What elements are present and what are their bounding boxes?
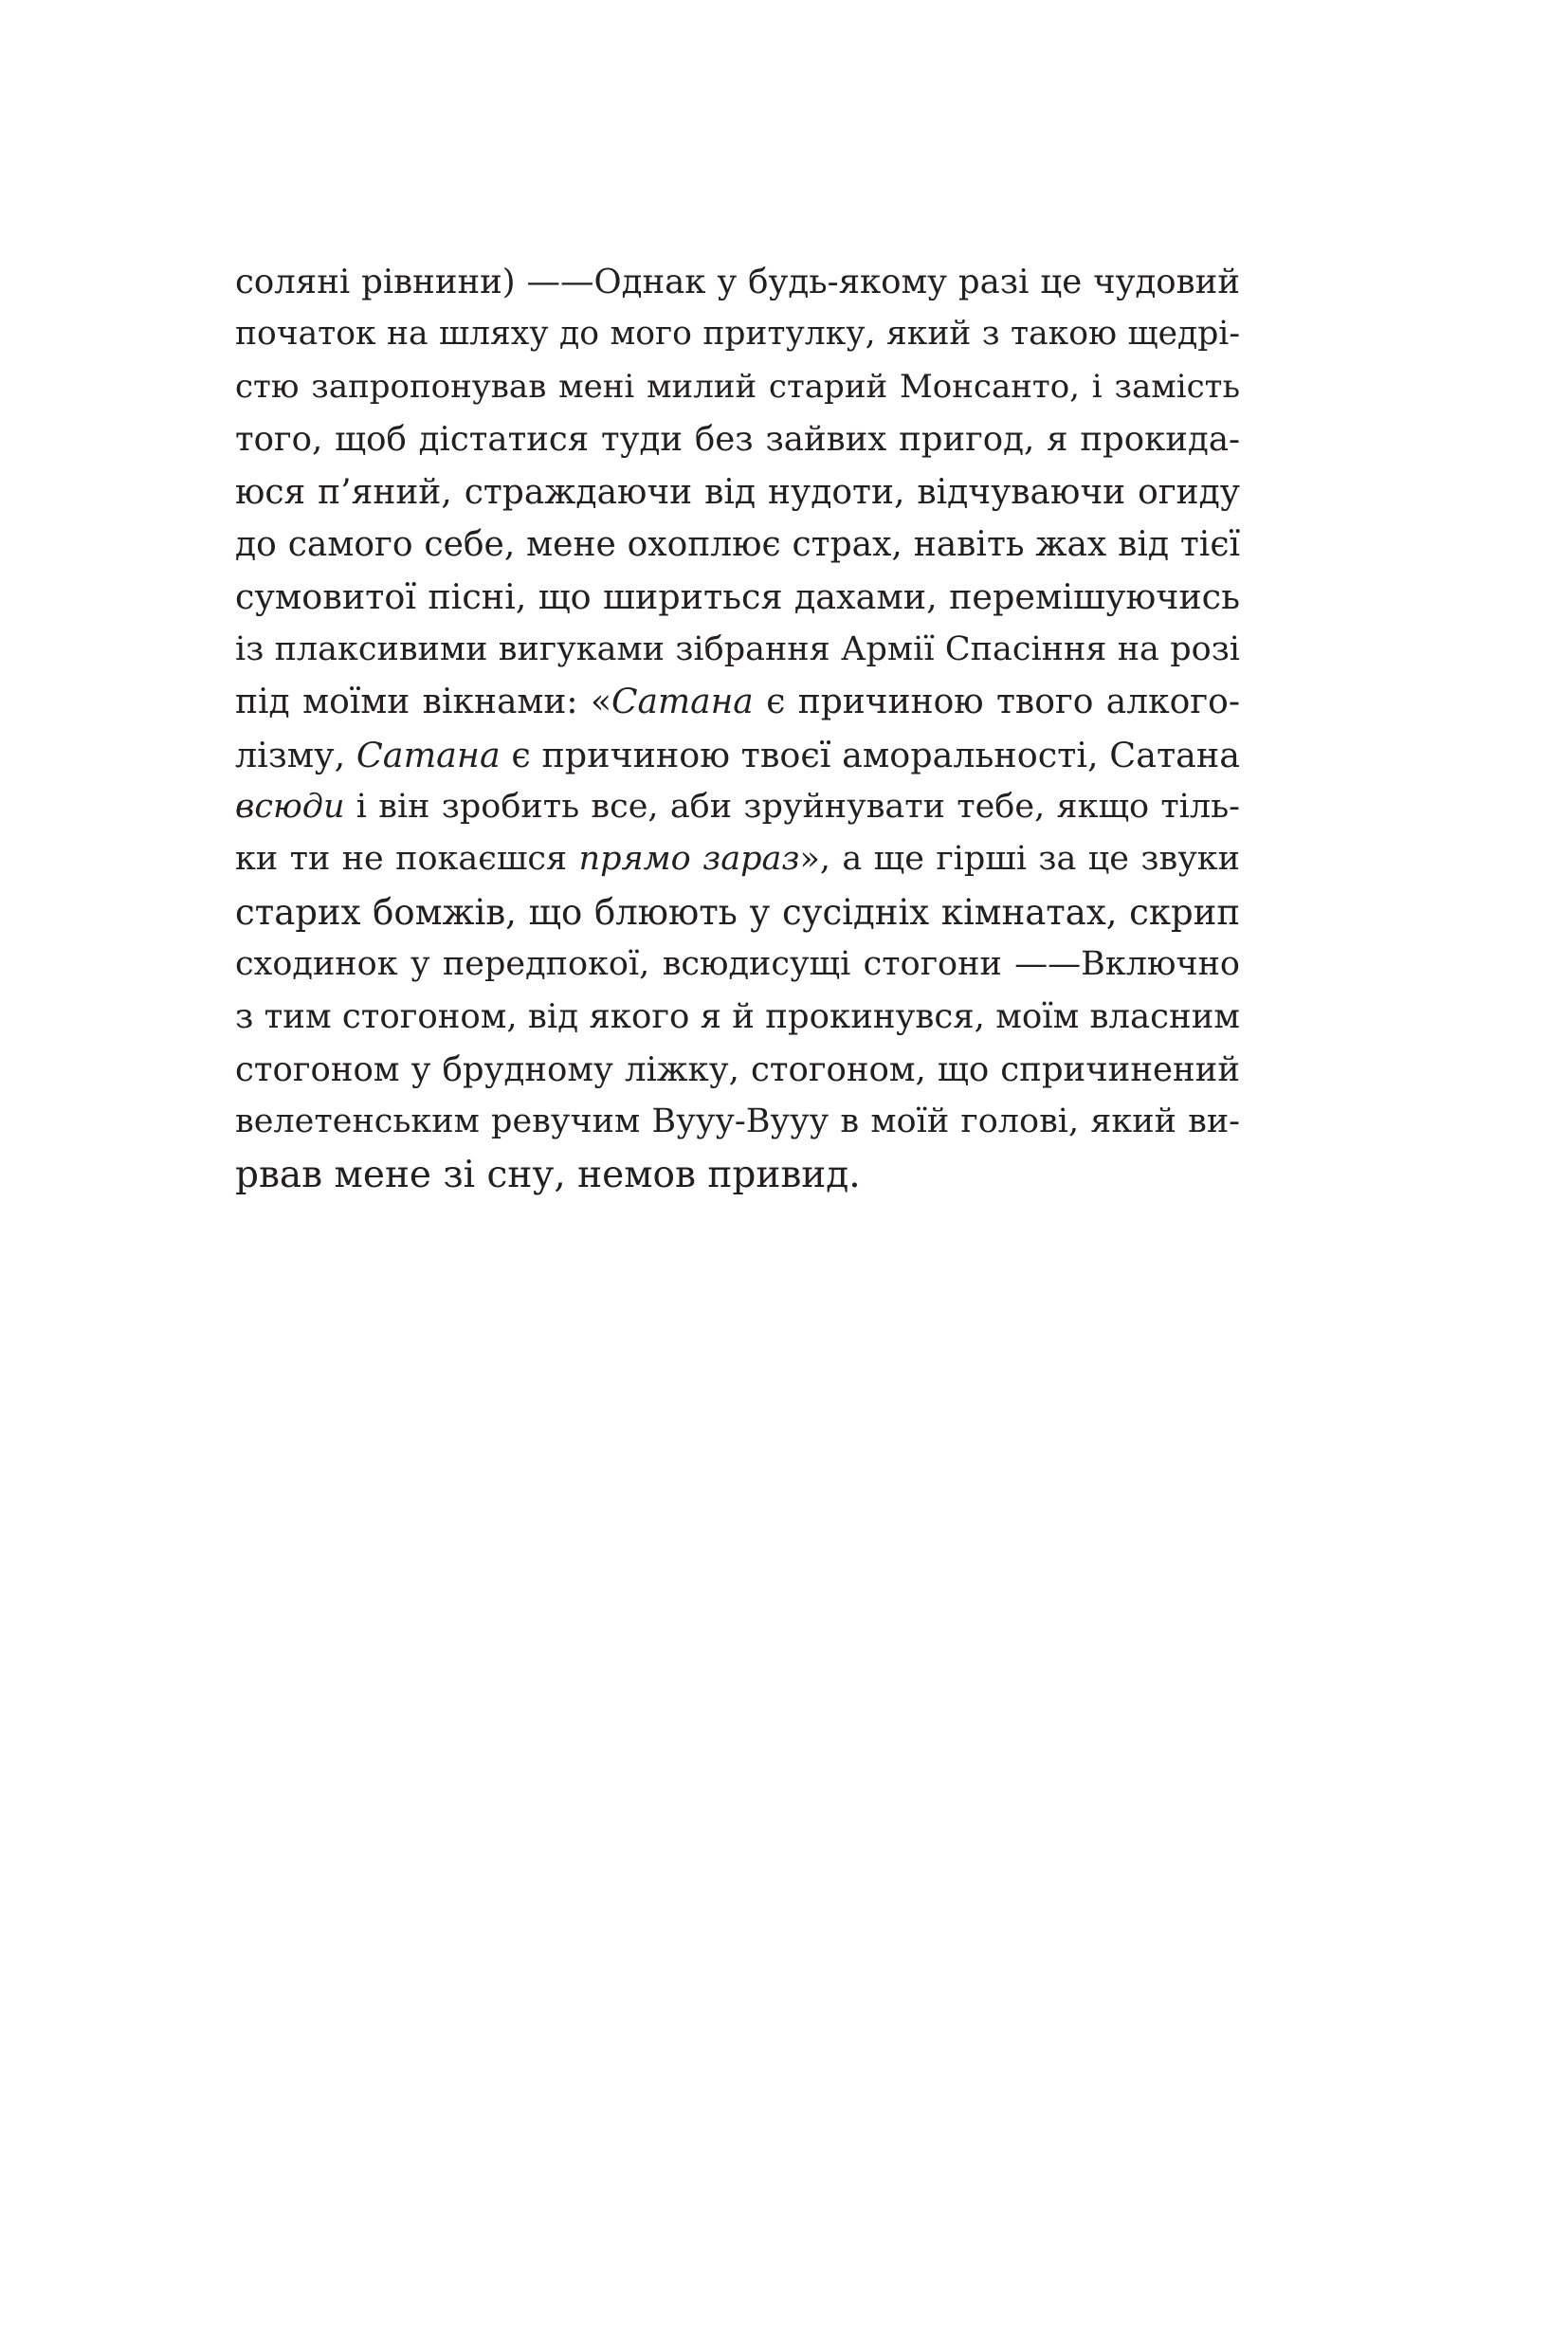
italic-text: Сатана	[356, 734, 501, 775]
text-line: із плаксивими вигуками зібрання Армії Спасіння на розі	[235, 629, 1240, 668]
text-line: до самого себе, мене охоплює страх, навіть жах від тієї	[235, 524, 1240, 564]
text-line: під моїми вікнами: «Сатана є причиною твого алкого-	[235, 683, 1241, 722]
italic-text: всюди	[235, 787, 345, 826]
italic-text: прямо зараз	[578, 840, 800, 879]
text-line: лізму, Сатана є причиною твоєї аморальності, Сатана	[235, 734, 1240, 775]
text-line-last: рвав мене зі сну, немов привид.	[235, 1153, 861, 1196]
text-line: соляні рівнини) ——Однак у будь-якому разі це чудовий	[235, 263, 1240, 301]
body-text	[235, 256, 1240, 1201]
text-line: юся п’яний, страждаючи від нудоти, відчуваючи огиду	[235, 472, 1240, 512]
text-line: з тим стогоном, від якого я й прокинувся, моїм власним	[235, 997, 1240, 1037]
text-line: велетенським ревучим Вууу-Вууу в моїй голові, який ви-	[235, 1102, 1240, 1141]
text-line: сходинок у передпокої, всюдисущі стогони ——Включно	[235, 945, 1240, 984]
text-line: ки ти не покаєшся прямо зараз», а ще гірші за це звуки	[235, 840, 1240, 879]
text-line: того, щоб дістатися туди без зайвих пригод, я прокида-	[235, 420, 1240, 460]
text-line: всюди і він зробить все, аби зруйнувати тебе, якщо тіль-	[235, 787, 1240, 826]
text-line: старих бомжів, що блюють у сусідніх кімнатах, скрип	[235, 891, 1240, 933]
italic-text: Сатана	[611, 683, 754, 722]
text-line: початок на шляху до мого притулку, який з такою щедрі-	[235, 315, 1240, 354]
text-line: стогоном у брудному ліжку, стогоном, що спричинений	[235, 1049, 1240, 1089]
text-line: сумовитої пісні, що шириться дахами, перемішуючись	[235, 576, 1240, 618]
text-line: стю запропонував мені милий старий Монсанто, і замість	[235, 367, 1240, 406]
